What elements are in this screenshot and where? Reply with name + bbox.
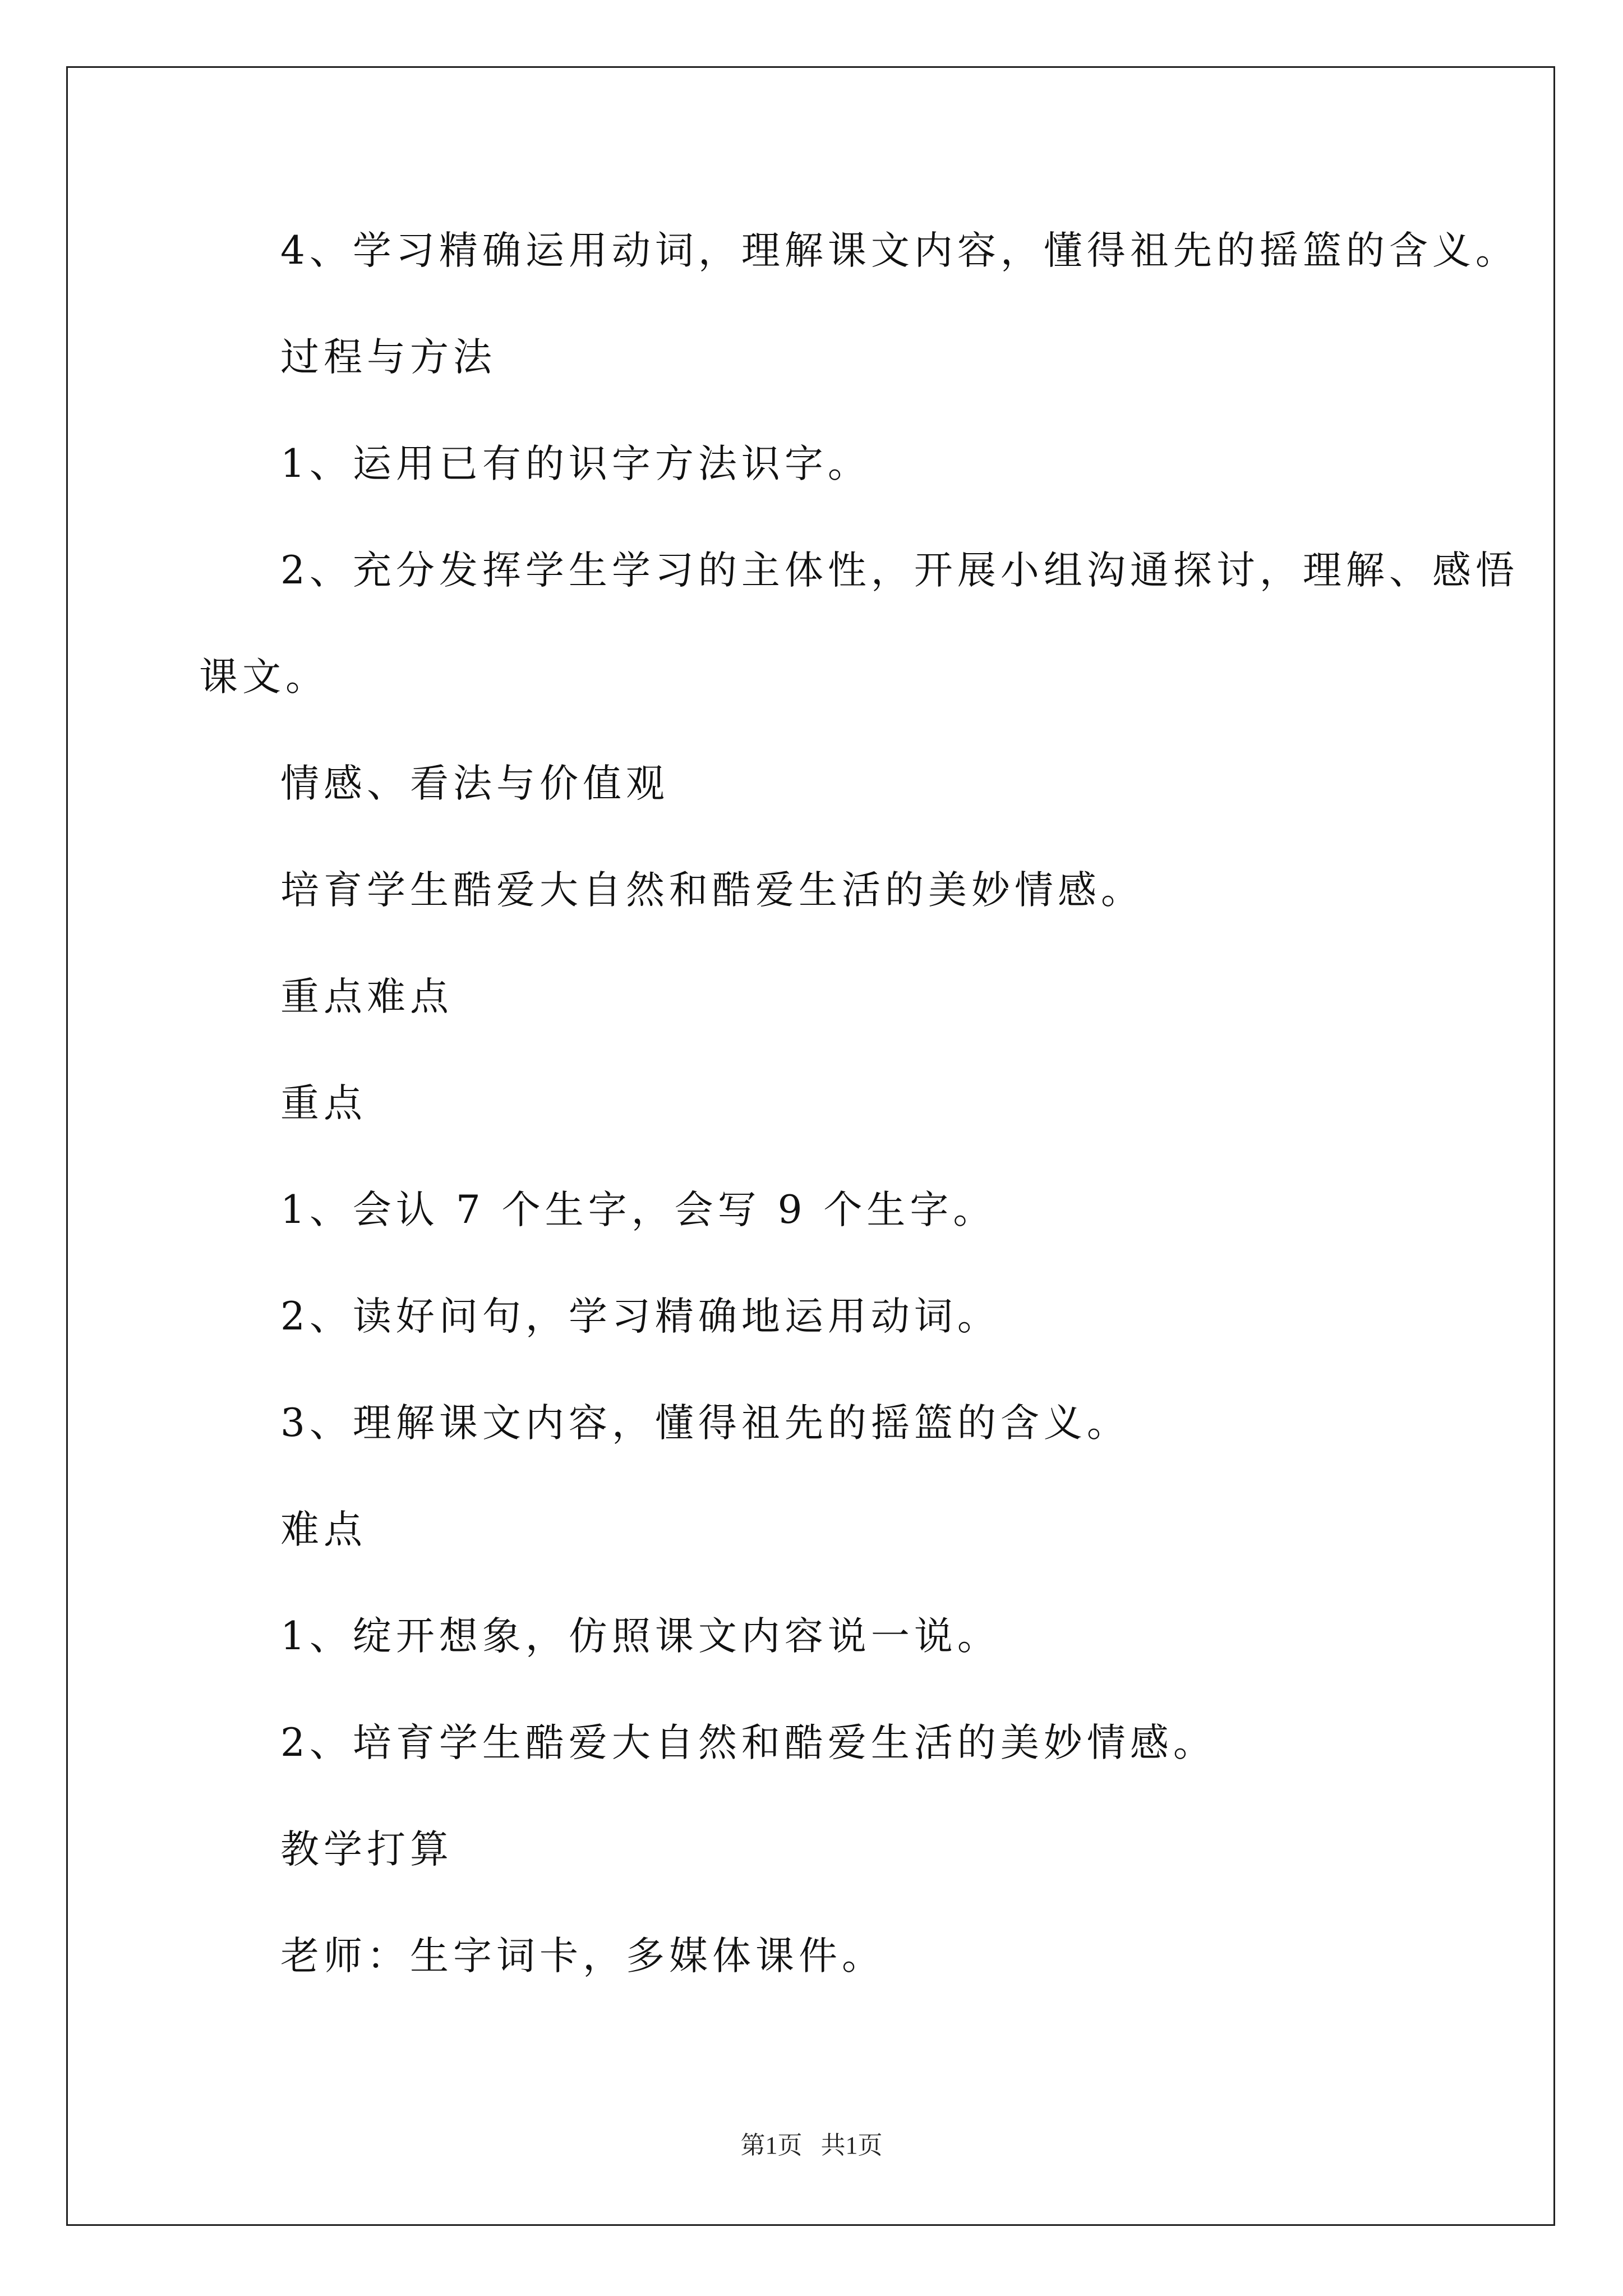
paragraph-key-point-3: 3、理解课文内容，懂得祖先的摇篮的含义。 — [280, 1401, 1130, 1446]
paragraph-difficult-point-2: 2、培育学生酷爱大自然和酷爱生活的美妙情感。 — [280, 1720, 1216, 1765]
paragraph-method-1: 1、运用已有的识字方法识字。 — [280, 441, 871, 486]
paragraph-method-2-continued: 课文。 — [199, 655, 329, 700]
heading-process-and-method: 过程与方法 — [280, 335, 496, 380]
paragraph-objective-4: 4、学习精确运用动词，理解课文内容，懂得祖先的摇篮的含义。 — [280, 228, 1519, 273]
heading-emotion-attitude-values: 情感、看法与价值观 — [280, 761, 669, 806]
paragraph-key-point-1: 1、会认 7 个生字，会写 9 个生字。 — [280, 1188, 997, 1232]
page-footer: 第1页 共1页 — [740, 2132, 883, 2159]
heading-difficult-points: 难点 — [280, 1507, 367, 1552]
heading-teaching-preparation: 教学打算 — [280, 1827, 453, 1872]
paragraph-method-2: 2、充分发挥学生学习的主体性，开展小组沟通探讨，理解、感悟 — [280, 548, 1519, 593]
paragraph-difficult-point-1: 1、绽开想象，仿照课文内容说一说。 — [280, 1614, 1000, 1659]
paragraph-key-point-2: 2、读好问句，学习精确地运用动词。 — [280, 1294, 1000, 1339]
paragraph-emotion-goal: 培育学生酷爱大自然和酷爱生活的美妙情感。 — [280, 868, 1144, 913]
paragraph-teacher-materials: 老师：生字词卡，多媒体课件。 — [280, 1934, 885, 1978]
page-border — [66, 66, 1555, 2226]
heading-key-points: 重点 — [280, 1081, 367, 1126]
heading-key-and-difficult-points: 重点难点 — [280, 974, 453, 1019]
